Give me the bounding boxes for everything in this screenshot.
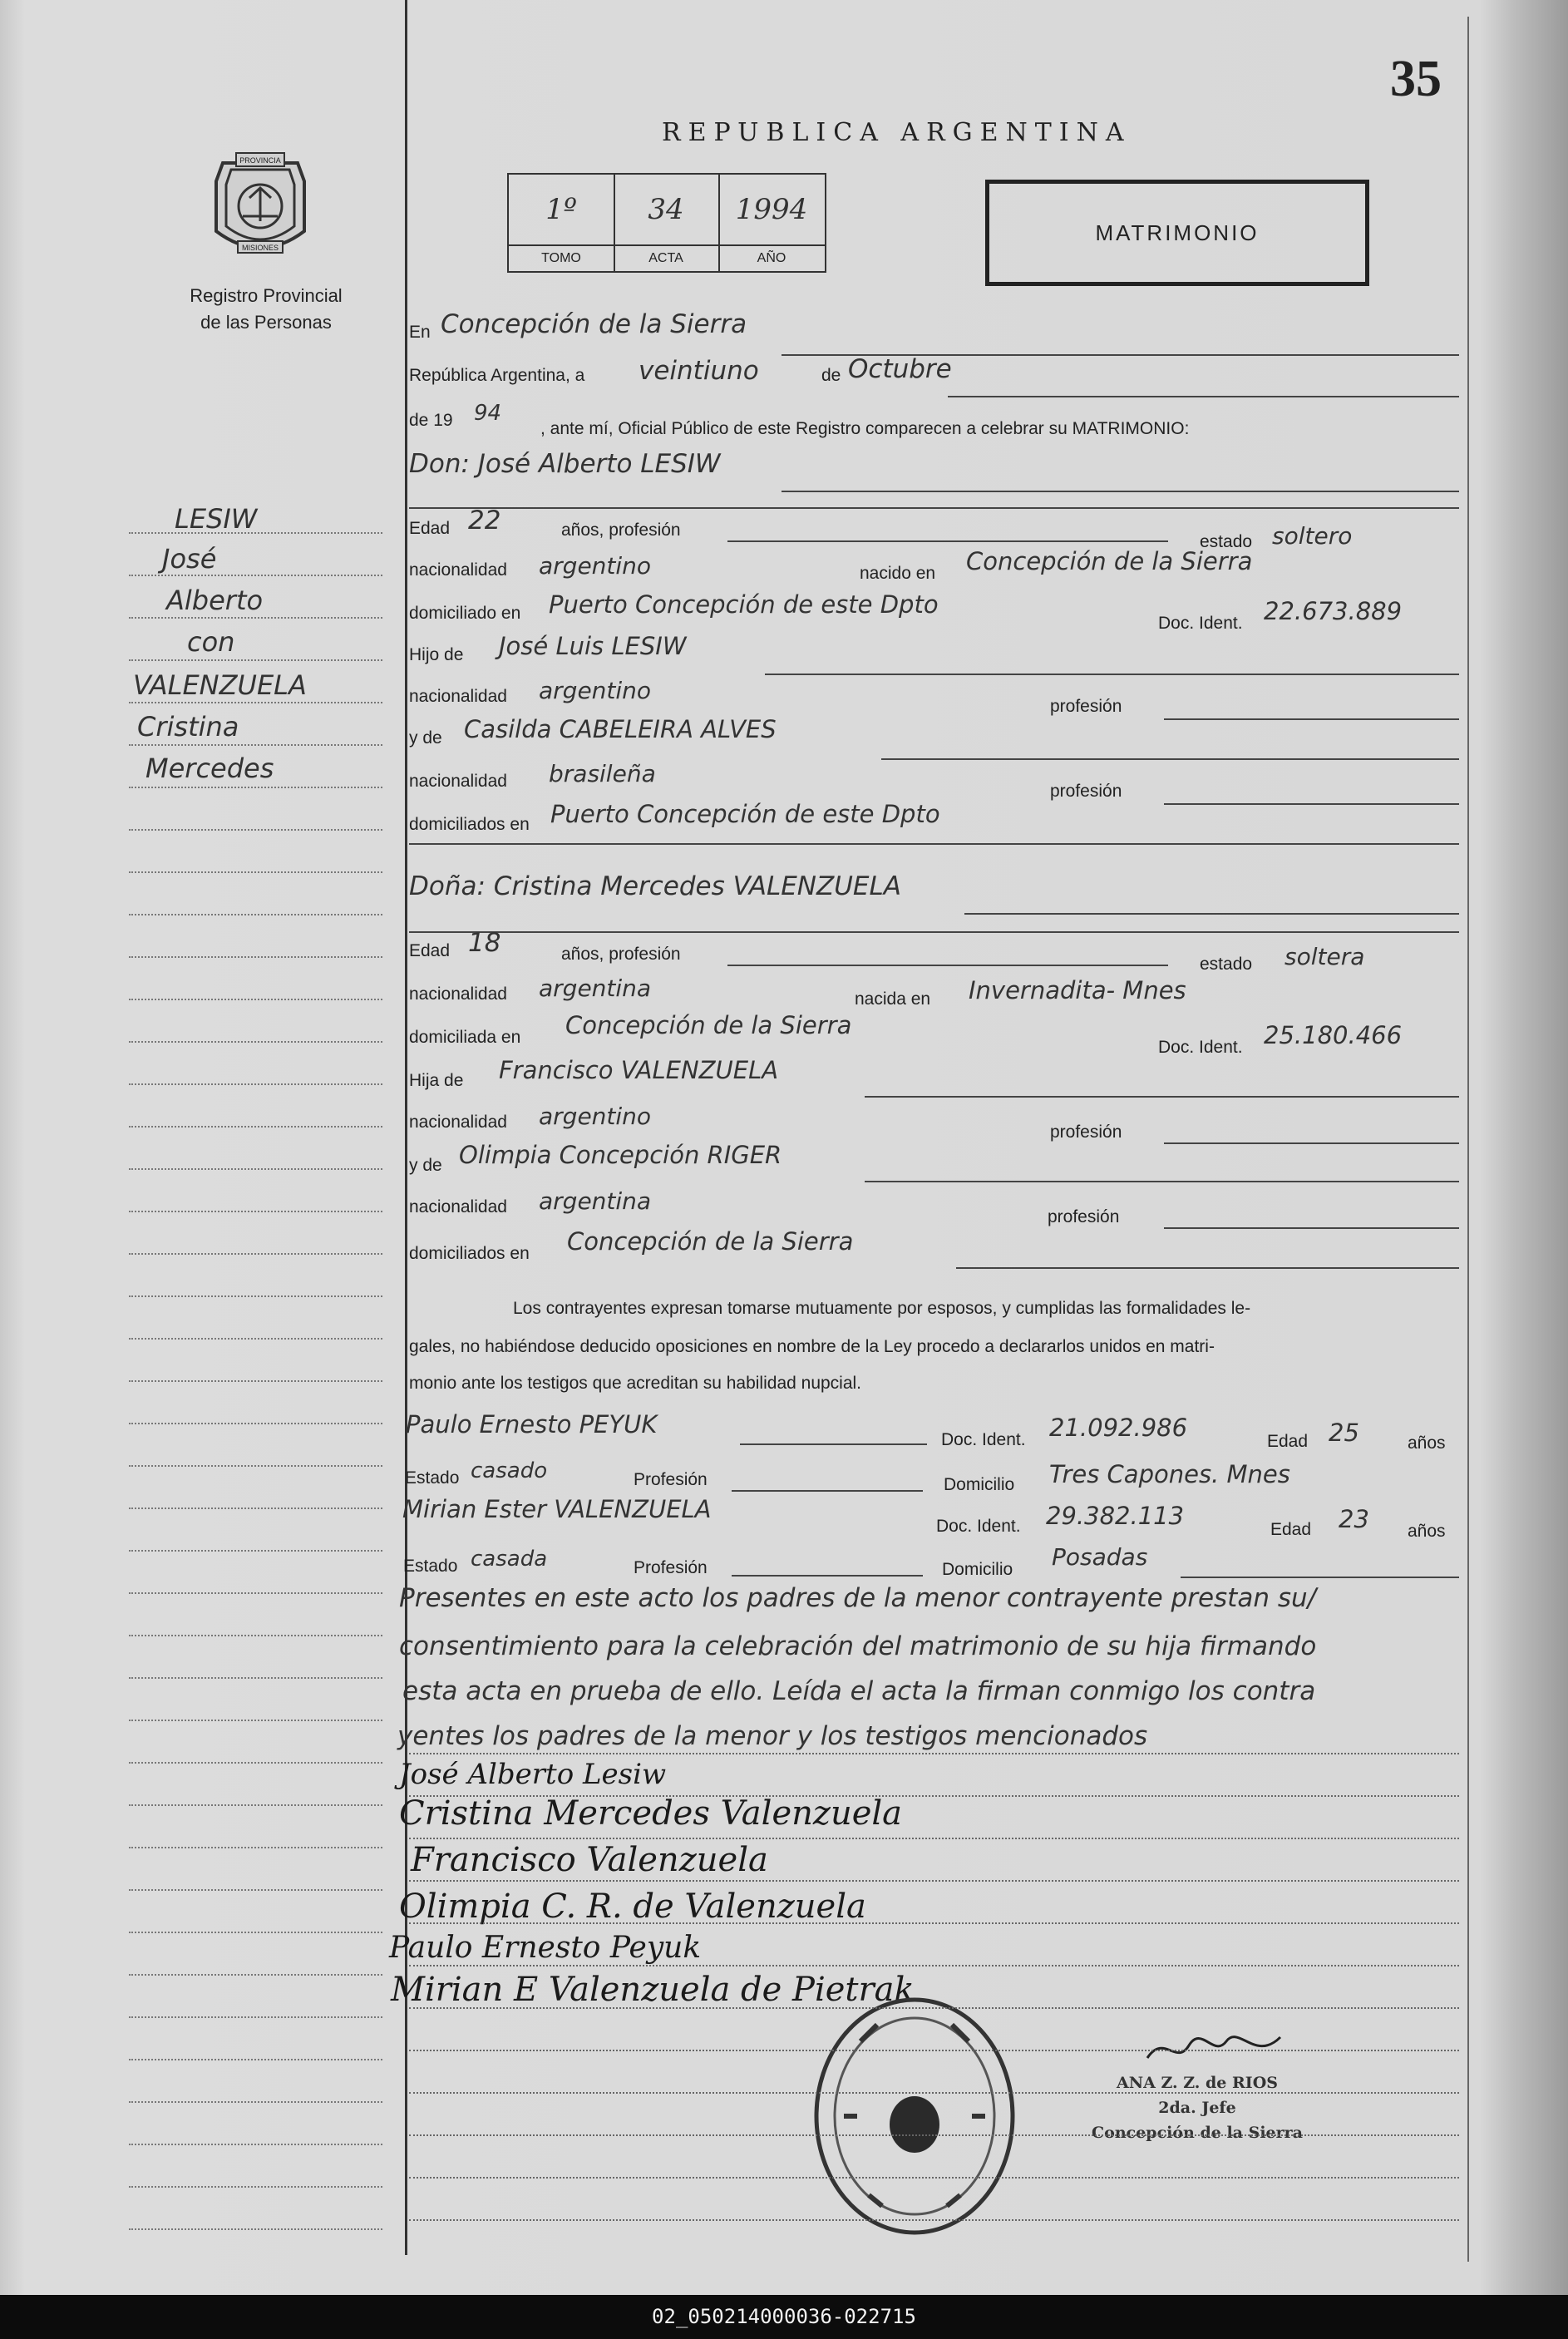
- body-dotted-rule: [409, 2007, 1459, 2009]
- note-line-3: esta acta en prueba de ello. Leída el acta la firman conmigo los contra: [402, 1676, 1316, 1706]
- body-dotted-rule: [409, 1753, 1459, 1754]
- groom-yde-label: y de: [409, 728, 442, 748]
- bride-parents-dom-label: domiciliados en: [409, 1244, 530, 1263]
- bride-edad-label: Edad: [409, 941, 451, 960]
- body-dotted-rule: [409, 1880, 1459, 1882]
- witness2-estado-label: Estado: [403, 1557, 458, 1576]
- witness1-prof-label: Profesión: [634, 1470, 708, 1489]
- bride-doc-label: Doc. Ident.: [1158, 1038, 1243, 1057]
- margin-dotted-rule: [129, 1932, 382, 1933]
- groom-mother-prof-label: profesión: [1050, 782, 1122, 801]
- body-dotted-rule: [409, 2134, 1459, 2136]
- margin-dotted-rule: [129, 1889, 382, 1891]
- margin-dotted-rule: [129, 2144, 382, 2145]
- margin-dotted-rule: [129, 914, 382, 915]
- margin-dotted-rule: [129, 2186, 382, 2188]
- groom-mother: Casilda CABELEIRA ALVES: [464, 715, 777, 743]
- bride-dom-label: domiciliada en: [409, 1028, 521, 1047]
- margin-dotted-rule: [129, 1126, 382, 1128]
- margin-dotted-rule: [129, 1974, 382, 1976]
- margin-dotted-rule: [129, 744, 382, 746]
- margin-dotted-rule: [129, 659, 382, 661]
- rule: [956, 1267, 1459, 1269]
- acta-label: ACTA: [614, 244, 718, 271]
- margin-dotted-rule: [129, 829, 382, 831]
- witness1-doc: 21.092.986: [1049, 1414, 1188, 1442]
- margin-name-4: con: [187, 626, 235, 658]
- bride-mother: Olimpia Concepción RIGER: [459, 1141, 782, 1169]
- margin-dotted-rule: [129, 871, 382, 873]
- body-dotted-rule: [409, 2219, 1459, 2221]
- margin-dotted-rule: [129, 1508, 382, 1509]
- margin-dotted-rule: [129, 787, 382, 788]
- official-name: ANA Z. Z. de RIOS: [1117, 2074, 1278, 2092]
- registry-line-1: Registro Provincial: [190, 285, 343, 306]
- signature-groom: José Alberto Lesiw: [399, 1758, 667, 1791]
- witness2-dom-label: Domicilio: [942, 1560, 1013, 1579]
- page-number: 35: [1390, 51, 1442, 107]
- en-label: En: [409, 323, 431, 342]
- groom-estado: soltero: [1272, 522, 1353, 550]
- bride-birthplace: Invernadita- Mnes: [969, 976, 1186, 1004]
- margin-dotted-rule: [129, 1423, 382, 1424]
- margin-name-1: LESIW: [175, 503, 258, 535]
- bride-domicile: Concepción de la Sierra: [565, 1011, 852, 1039]
- record-number-box: [507, 173, 826, 273]
- bride-anos-profesion: años, profesión: [561, 945, 681, 964]
- margin-dotted-rule: [129, 1211, 382, 1212]
- groom-estado-label: estado: [1200, 532, 1253, 551]
- rule: [409, 931, 1459, 933]
- month-value: Octubre: [848, 354, 952, 384]
- witness2-prof-label: Profesión: [634, 1558, 708, 1577]
- declaration-line-2: gales, no habiéndose deducido oposiciones en nombre de la Ley procedo a declararlos unidos en matri-: [409, 1337, 1215, 1356]
- margin-dotted-rule: [129, 1041, 382, 1043]
- rule: [1164, 1142, 1459, 1144]
- ano-label: AÑO: [718, 244, 825, 271]
- bride-father-nac-label: nacionalidad: [409, 1113, 507, 1132]
- margin-dotted-rule: [129, 1338, 382, 1340]
- republic-label: República Argentina, a: [409, 366, 585, 385]
- groom-hijo-label: Hijo de: [409, 645, 464, 664]
- declaration-line-3: monio ante los testigos que acreditan su habilidad nupcial.: [409, 1374, 862, 1393]
- groom-parents-dom-label: domiciliados en: [409, 815, 530, 834]
- groom-dom-label: domiciliado en: [409, 604, 521, 623]
- rule: [948, 396, 1459, 397]
- tomo-value: 1º: [545, 193, 577, 226]
- bride-doc: 25.180.466: [1264, 1021, 1403, 1049]
- witness2-doc: 29.382.113: [1046, 1502, 1185, 1530]
- margin-dotted-rule: [129, 2059, 382, 2060]
- margin-dotted-rule: [129, 2101, 382, 2103]
- rule: [1164, 803, 1459, 805]
- margin-dotted-rule: [129, 2228, 382, 2230]
- margin-dotted-rule: [129, 1380, 382, 1382]
- rule: [1181, 1577, 1459, 1578]
- witness2-doc-label: Doc. Ident.: [936, 1517, 1021, 1536]
- body-dotted-rule: [409, 2092, 1459, 2094]
- groom-anos-profesion: años, profesión: [561, 521, 681, 540]
- country-heading: REPUBLICA ARGENTINA: [662, 118, 1132, 147]
- signature-witness-1: Paulo Ernesto Peyuk: [389, 1931, 702, 1965]
- groom-father-nationality: argentino: [539, 677, 652, 704]
- margin-name-5: VALENZUELA: [133, 669, 307, 701]
- groom-father-nac-label: nacionalidad: [409, 687, 507, 706]
- page-edge-line: [1467, 17, 1469, 2262]
- acta-cell: [614, 175, 720, 271]
- place-value: Concepción de la Sierra: [441, 309, 747, 339]
- witness1-estado: casado: [471, 1458, 548, 1483]
- margin-dotted-rule: [129, 1804, 382, 1806]
- margin-dotted-rule: [129, 1635, 382, 1636]
- registry-line-2: de las Personas: [200, 312, 332, 333]
- margin-name-2: José: [162, 543, 217, 575]
- groom-birthplace: Concepción de la Sierra: [966, 547, 1253, 575]
- margin-dotted-rule: [129, 617, 382, 619]
- signature-bride: Cristina Mercedes Valenzuela: [399, 1794, 903, 1833]
- acta-value: 34: [648, 193, 684, 226]
- groom-nationality: argentino: [539, 552, 652, 580]
- tomo-label: TOMO: [509, 244, 614, 271]
- body-dotted-rule: [409, 1795, 1459, 1797]
- margin-dotted-rule: [129, 1168, 382, 1170]
- groom-doc-label: Doc. Ident.: [1158, 614, 1243, 633]
- margin-dotted-rule: [129, 956, 382, 958]
- note-line-2: consentimiento para la celebración del matrimonio de su hija firmando: [399, 1631, 1317, 1661]
- rule: [409, 843, 1459, 845]
- witness1-anos-label: años: [1408, 1434, 1446, 1453]
- registry-caption: [141, 283, 391, 336]
- statement-text: , ante mí, Oficial Público de este Registro comparecen a celebrar su MATRIMONIO:: [540, 419, 1190, 438]
- witness1-estado-label: Estado: [405, 1468, 460, 1488]
- bride-name: Doña: Cristina Mercedes VALENZUELA: [409, 871, 901, 901]
- rule: [865, 1096, 1459, 1098]
- rule: [881, 758, 1459, 760]
- bride-nationality: argentina: [539, 975, 652, 1002]
- witness2-domicile: Posadas: [1052, 1543, 1148, 1571]
- margin-dotted-rule: [129, 1677, 382, 1679]
- margin-dotted-rule: [129, 1253, 382, 1255]
- groom-father: José Luis LESIW: [499, 632, 687, 660]
- witness1-name: Paulo Ernesto PEYUK: [406, 1410, 658, 1438]
- tomo-cell: [509, 175, 615, 271]
- bride-mother-nationality: argentina: [539, 1187, 652, 1215]
- footer-code: 02_050214000036-022715: [0, 2295, 1568, 2339]
- witness1-edad-label: Edad: [1267, 1432, 1309, 1451]
- de-label: de: [821, 366, 841, 385]
- note-line-1: Presentes en este acto los padres de la menor contrayente prestan su/: [399, 1583, 1317, 1613]
- witness1-domicile: Tres Capones. Mnes: [1049, 1460, 1290, 1488]
- groom-name: Don: José Alberto LESIW: [409, 449, 721, 479]
- margin-dotted-rule: [129, 1550, 382, 1552]
- rule: [865, 1181, 1459, 1182]
- groom-mother-nationality: brasileña: [549, 760, 656, 787]
- margin-dotted-rule: [129, 1083, 382, 1085]
- year-suffix: 94: [474, 401, 502, 426]
- day-value: veintiuno: [639, 356, 759, 386]
- note-line-4: yentes los padres de la menor y los testigos mencionados: [397, 1721, 1148, 1751]
- margin-dotted-rule: [129, 1720, 382, 1721]
- rule: [1164, 718, 1459, 720]
- signature-bride-father: Francisco Valenzuela: [411, 1841, 768, 1879]
- margin-dotted-rule: [129, 1762, 382, 1764]
- bride-father: Francisco VALENZUELA: [499, 1056, 779, 1084]
- margin-name-7: Mercedes: [145, 753, 274, 784]
- body-dotted-rule: [409, 2050, 1459, 2051]
- ano-cell: [718, 175, 825, 271]
- witness2-anos-label: años: [1408, 1522, 1446, 1541]
- margin-name-6: Cristina: [137, 711, 239, 743]
- witness2-edad-label: Edad: [1270, 1520, 1312, 1539]
- bride-nac-label: nacionalidad: [409, 984, 507, 1004]
- rule: [727, 965, 1168, 966]
- witness2-age: 23: [1339, 1505, 1369, 1533]
- bride-parents-domicile: Concepción de la Sierra: [567, 1227, 854, 1256]
- body-dotted-rule: [409, 1922, 1459, 1924]
- declaration-line-1: Los contrayentes expresan tomarse mutuamente por esposos, y cumplidas las formalidades le-: [513, 1299, 1251, 1318]
- seal-bottom-text: MISIONES: [241, 244, 279, 252]
- bride-estado: soltera: [1284, 943, 1365, 970]
- bride-mother-nac-label: nacionalidad: [409, 1197, 507, 1216]
- signature-witness-2: Mirian E Valenzuela de Pietrak: [391, 1971, 915, 2009]
- witness1-age: 25: [1329, 1419, 1359, 1447]
- rule: [964, 913, 1459, 915]
- margin-dotted-rule: [129, 575, 382, 576]
- groom-father-prof-label: profesión: [1050, 697, 1122, 716]
- official-title: 2da. Jefe: [1158, 2099, 1236, 2117]
- bride-age: 18: [468, 928, 501, 958]
- margin-name-3: Alberto: [166, 585, 264, 616]
- groom-mother-nac-label: nacionalidad: [409, 772, 507, 791]
- rule: [732, 1575, 923, 1577]
- margin-dotted-rule: [129, 1592, 382, 1594]
- official-office: Concepción de la Sierra: [1092, 2124, 1303, 2142]
- seal-top-text: PROVINCIA: [239, 156, 281, 165]
- body-dotted-rule: [409, 1965, 1459, 1966]
- body-dotted-rule: [409, 1838, 1459, 1839]
- rule: [727, 540, 1168, 542]
- signature-bride-mother: Olimpia C. R. de Valenzuela: [399, 1887, 866, 1926]
- rule: [732, 1490, 923, 1492]
- official-stamp-icon: [811, 1991, 1018, 2241]
- groom-domicile: Puerto Concepción de este Dpto: [549, 590, 939, 619]
- witness2-estado: casada: [471, 1547, 548, 1572]
- bride-father-prof-label: profesión: [1050, 1123, 1122, 1142]
- year-prefix: de 19: [409, 411, 453, 430]
- margin-dotted-rule: [129, 1295, 382, 1297]
- rule: [1164, 1227, 1459, 1229]
- groom-edad-label: Edad: [409, 519, 451, 538]
- groom-nac-label: nacionalidad: [409, 560, 507, 580]
- groom-age: 22: [468, 506, 501, 535]
- groom-nacido-label: nacido en: [860, 564, 936, 583]
- rule: [409, 507, 1459, 509]
- bride-father-nationality: argentino: [539, 1103, 652, 1130]
- bride-yde-label: y de: [409, 1156, 442, 1175]
- ano-value: 1994: [735, 193, 808, 226]
- document-type-box: MATRIMONIO: [985, 180, 1369, 286]
- bride-nacida-label: nacida en: [855, 989, 931, 1009]
- bride-hija-label: Hija de: [409, 1071, 464, 1090]
- margin-dotted-rule: [129, 2016, 382, 2018]
- margin-dotted-rule: [129, 702, 382, 703]
- groom-parents-domicile: Puerto Concepción de este Dpto: [550, 800, 940, 828]
- provincial-seal-icon: [206, 148, 314, 266]
- margin-dotted-rule: [129, 999, 382, 1000]
- margin-dotted-rule: [129, 532, 382, 534]
- bride-estado-label: estado: [1200, 955, 1253, 974]
- witness1-dom-label: Domicilio: [944, 1475, 1015, 1494]
- rule: [740, 1443, 927, 1445]
- rule: [782, 491, 1459, 492]
- bride-mother-prof-label: profesión: [1048, 1207, 1120, 1226]
- groom-doc: 22.673.889: [1264, 597, 1403, 625]
- body-dotted-rule: [409, 2177, 1459, 2179]
- margin-dotted-rule: [129, 1847, 382, 1848]
- rule: [765, 674, 1459, 675]
- witness1-doc-label: Doc. Ident.: [941, 1430, 1026, 1449]
- witness2-name: Mirian Ester VALENZUELA: [402, 1495, 712, 1523]
- margin-dotted-rule: [129, 1465, 382, 1467]
